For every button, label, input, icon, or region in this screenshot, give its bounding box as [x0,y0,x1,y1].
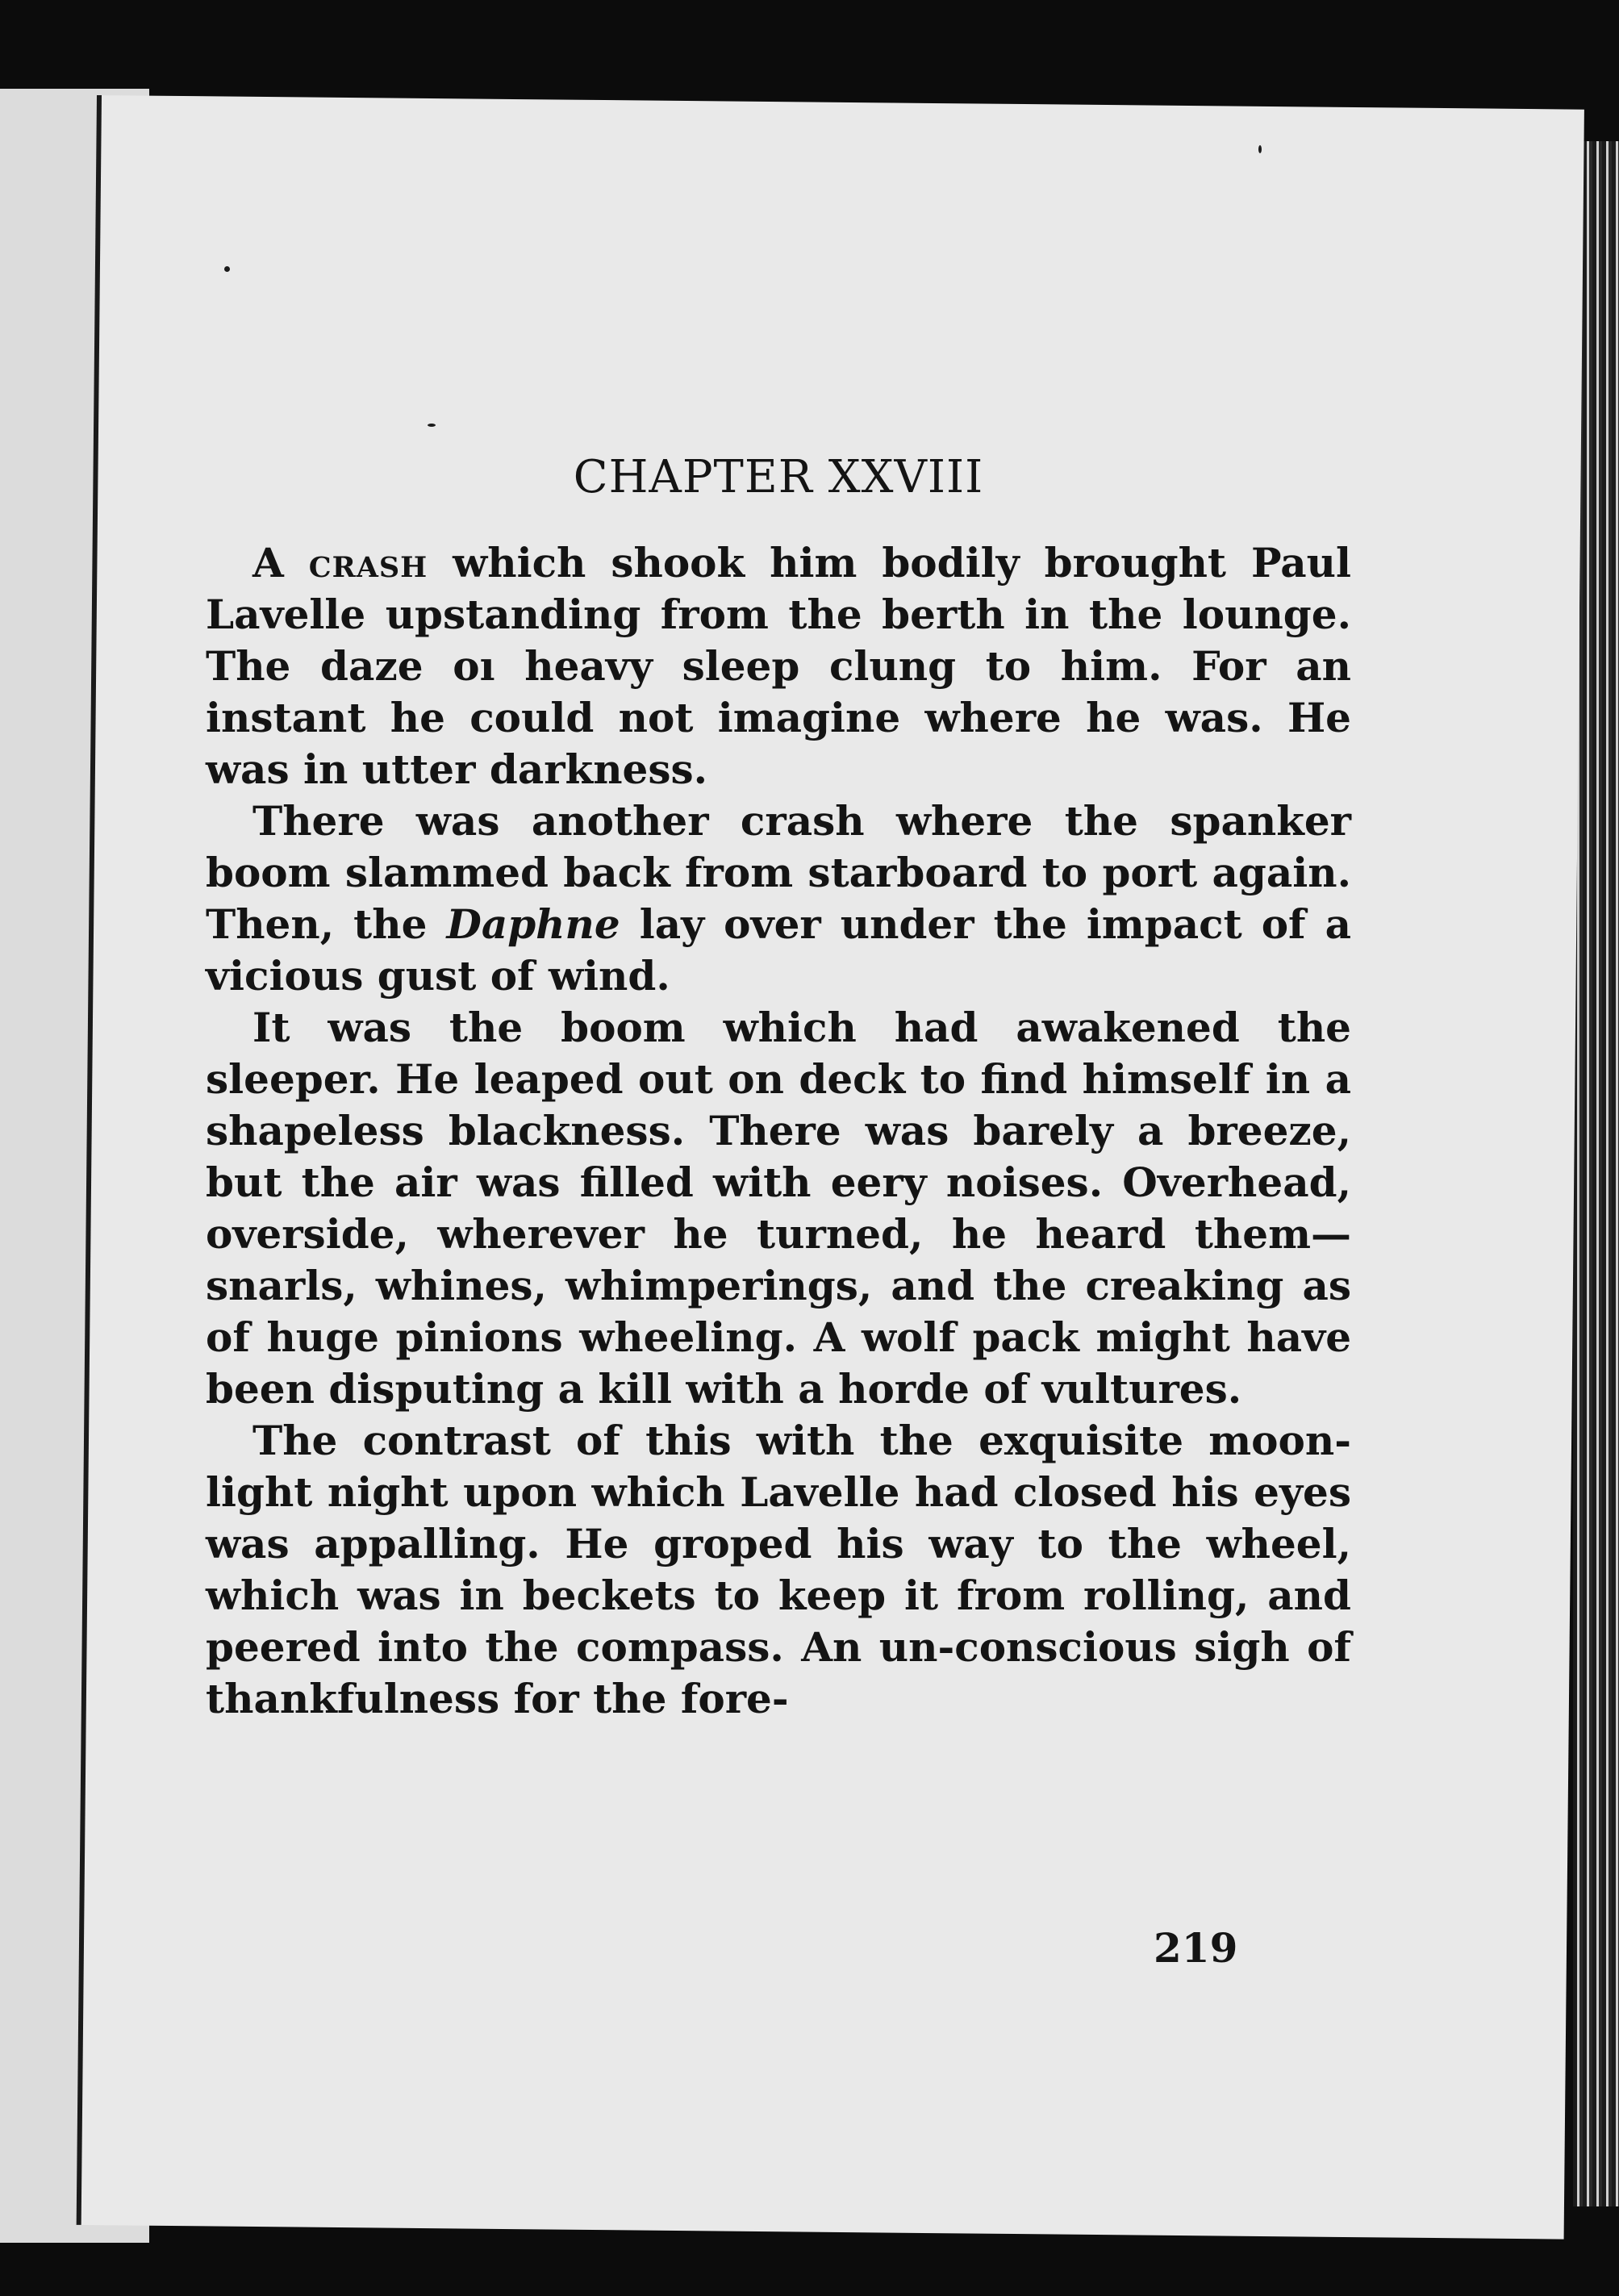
paragraph-text: which shook him bodily brought Paul Lavelle upstanding from the berth in the lounge. The daze oı heavy sleep clung to him. For an instant he could not imagine where he was. He was in utter darkness. [206,539,1351,793]
paragraph-lead-letter: A [252,539,284,587]
chapter-title: CHAPTER XXVIII [573,451,984,503]
page-text [206,452,1351,1725]
paragraph-text: There was another crash where the spanker boom slammed back from starboard to port again. Then, the [206,797,1351,948]
scan-speck [224,266,230,272]
paragraph-lead-small-caps: crash [308,539,428,587]
paragraph-1 [206,537,1351,795]
paragraph-3: It was the boom which had awakened the sleeper. He leaped out on deck to find himself in a shapeless blackness. There was barely a breeze, but the air was filled with eery noises. Overhead, overside, wherever he turned, he heard them—snarls, whines, whimperings, and the creaking as of huge pinions wheeling. A wolf pack might have been disputing a kill with a horde of vultures. [206,1004,1351,1413]
scan-speck [428,424,436,427]
paragraph-4: The contrast of this with the exquisite moon-light night upon which Lavelle had closed his eyes was appalling. He groped his way to the wheel, which was in beckets to keep it from rolling, and peered into the compass. An un-conscious sigh of thankfulness for the fore- [206,1417,1351,1722]
paragraph-2 [206,795,1351,1002]
page-number: 219 [1154,1924,1238,1972]
paragraph-text: lay over under the impact of a vicious gust of wind. [206,900,1351,1000]
ship-name-italic: Daphne [446,900,620,948]
scan-speck [1258,145,1262,153]
